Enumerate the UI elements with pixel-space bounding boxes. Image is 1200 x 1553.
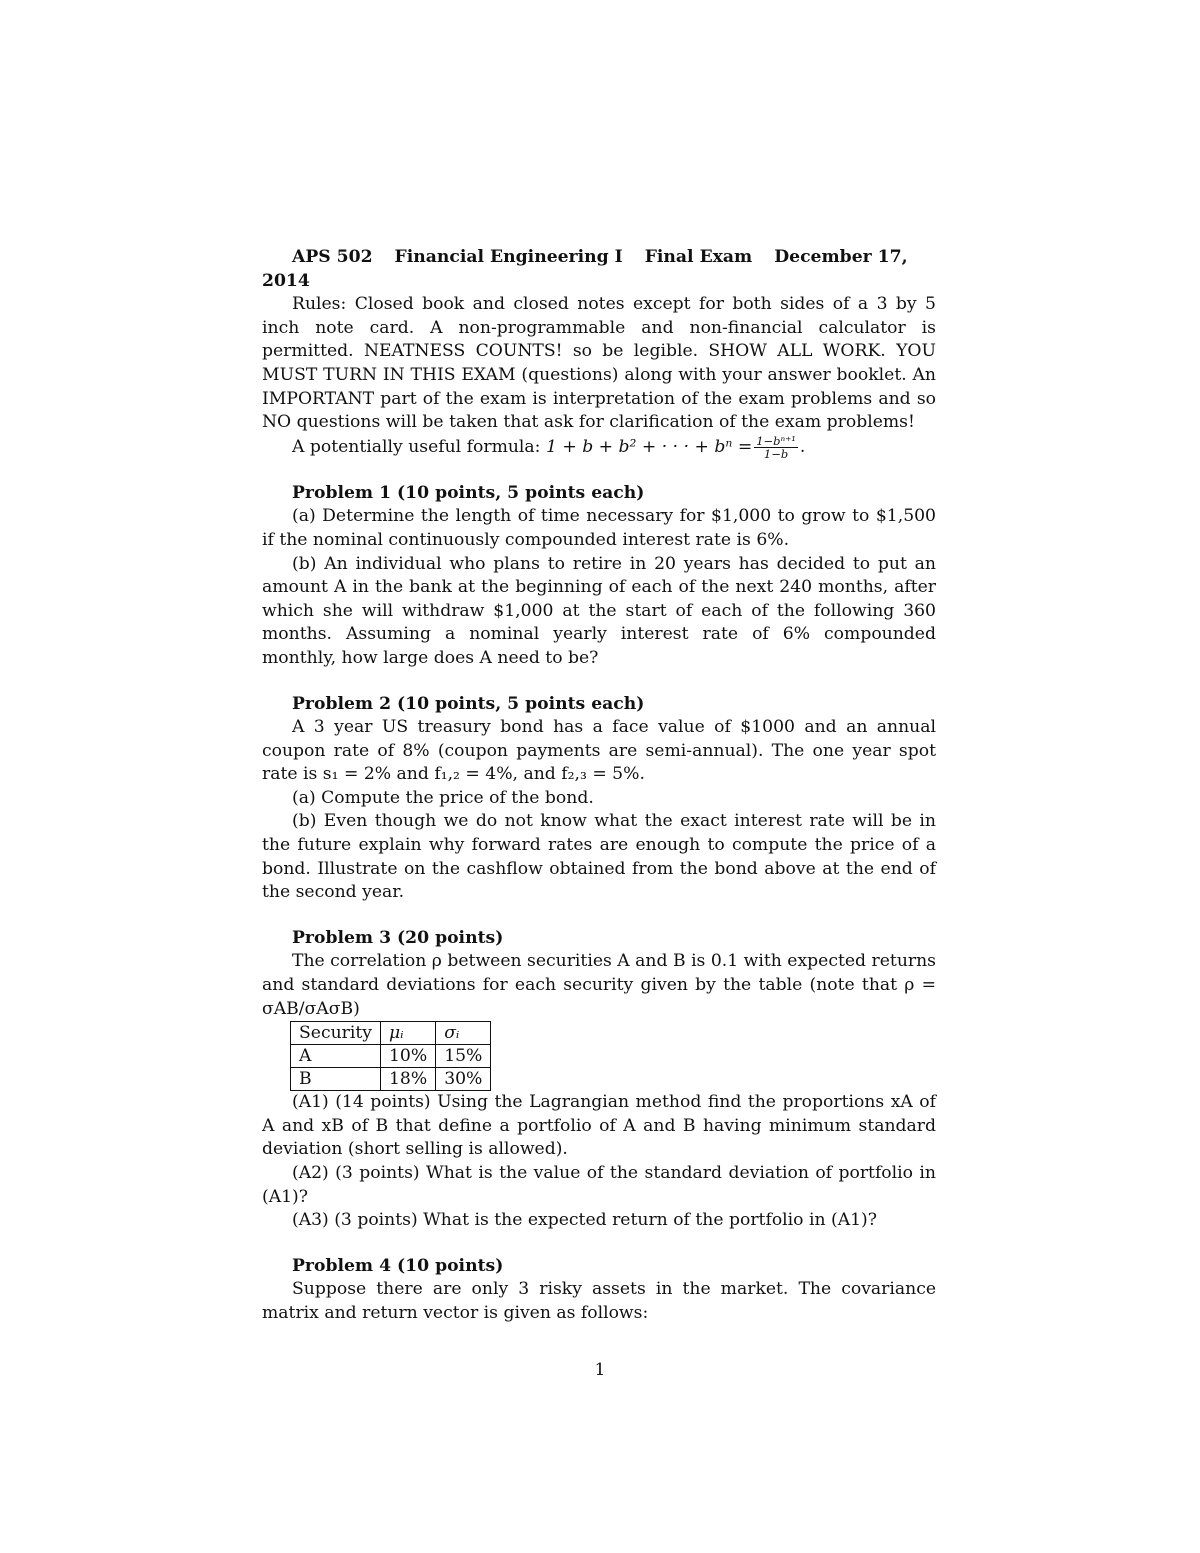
table-header-cell: σᵢ <box>436 1022 491 1045</box>
table-cell: 15% <box>436 1045 491 1068</box>
formula-lhs: 1 + b + b² + · · · + bⁿ = <box>545 436 753 457</box>
problem-3-intro: The correlation ρ between securities A and B is 0.1 with expected returns and standard deviations for each security given by the table (note that ρ = σAB/σAσB) <box>262 951 936 1019</box>
problem-2-heading: Problem 2 (10 points, 5 points each) <box>292 693 645 714</box>
formula-denominator: 1−b <box>763 446 789 461</box>
problem-2-part-a: (a) Compute the price of the bond. <box>292 787 594 808</box>
table-cell: B <box>291 1068 381 1091</box>
exam-date: December 17, <box>774 247 908 267</box>
table-cell: 18% <box>380 1068 435 1091</box>
table-cell: 30% <box>436 1068 491 1091</box>
course-subject: Financial Engineering I <box>394 247 623 267</box>
problem-3-heading: Problem 3 (20 points) <box>292 927 504 948</box>
useful-formula <box>262 435 936 460</box>
problem-2-part-b: (b) Even though we do not know what the exact interest rate will be in the future explain why forward rates are enough to compute the price of a bond. Illustrate on the cashflow obtained from the bond above at the end of the second year. <box>262 811 936 903</box>
problem-3-part-a2: (A2) (3 points) What is the value of the standard deviation of portfolio in (A1)? <box>262 1163 936 1207</box>
problem-1-heading: Problem 1 (10 points, 5 points each) <box>292 482 645 503</box>
table-header-row <box>291 1022 491 1045</box>
problem-1-part-b: (b) An individual who plans to retire in 20 years has decided to put an amount A in the bank at the beginning of each of the next 240 months, after which she will withdraw $1,000 at the start of each of the following 360 months. Assuming a nominal yearly interest rate of 6% compounded monthly, how large does A need to be? <box>262 553 936 668</box>
exam-title <box>262 246 936 270</box>
table-cell: A <box>291 1045 381 1068</box>
exam-name: Final Exam <box>644 247 753 267</box>
exam-year: 2014 <box>262 270 310 291</box>
problem-2-intro: A 3 year US treasury bond has a face value of $1000 and an annual coupon rate of 8% (coupon payments are semi-annual). The one year spot rate is s₁ = 2% and f₁,₂ = 4%, and f₂,₃ = 5%. <box>262 717 936 785</box>
table-cell: 10% <box>380 1045 435 1068</box>
exam-page <box>262 246 936 1326</box>
formula-fraction <box>754 435 798 460</box>
formula-numerator: 1−bⁿ⁺¹ <box>756 433 796 448</box>
problem-4-heading: Problem 4 (10 points) <box>292 1255 504 1276</box>
page-number: 1 <box>594 1360 606 1380</box>
securities-table <box>290 1021 491 1091</box>
table-header-cell: Security <box>291 1022 381 1045</box>
problem-3-part-a1: (A1) (14 points) Using the Lagrangian method find the proportions xA of A and xB of B that define a portfolio of A and B having minimum standard deviation (short selling is allowed). <box>262 1092 936 1160</box>
rules-text: Rules: Closed book and closed notes except for both sides of a 3 by 5 inch note card. A non-programmable and non-financial calculator is permitted. NEATNESS COUNTS! so be legible. SHOW ALL WORK. YOU MUST TURN IN THIS EXAM (questions) along with your answer booklet. An IMPORTANT part of the exam is interpretation of the exam problems and so NO questions will be taken that ask for clarification of the exam problems! <box>262 294 936 433</box>
table-row <box>291 1068 491 1091</box>
problem-1-part-a: (a) Determine the length of time necessary for $1,000 to grow to $1,500 if the nominal continuously compounded interest rate is 6%. <box>262 506 936 550</box>
problem-3-part-a3: (A3) (3 points) What is the expected return of the portfolio in (A1)? <box>292 1210 877 1231</box>
course-code: APS 502 <box>292 247 373 267</box>
formula-end: . <box>799 436 806 457</box>
table-row <box>291 1045 491 1068</box>
formula-intro: A potentially useful formula: <box>292 436 546 457</box>
table-header-cell: μᵢ <box>380 1022 435 1045</box>
problem-4-intro: Suppose there are only 3 risky assets in the market. The covariance matrix and return vector is given as follows: <box>262 1279 936 1323</box>
